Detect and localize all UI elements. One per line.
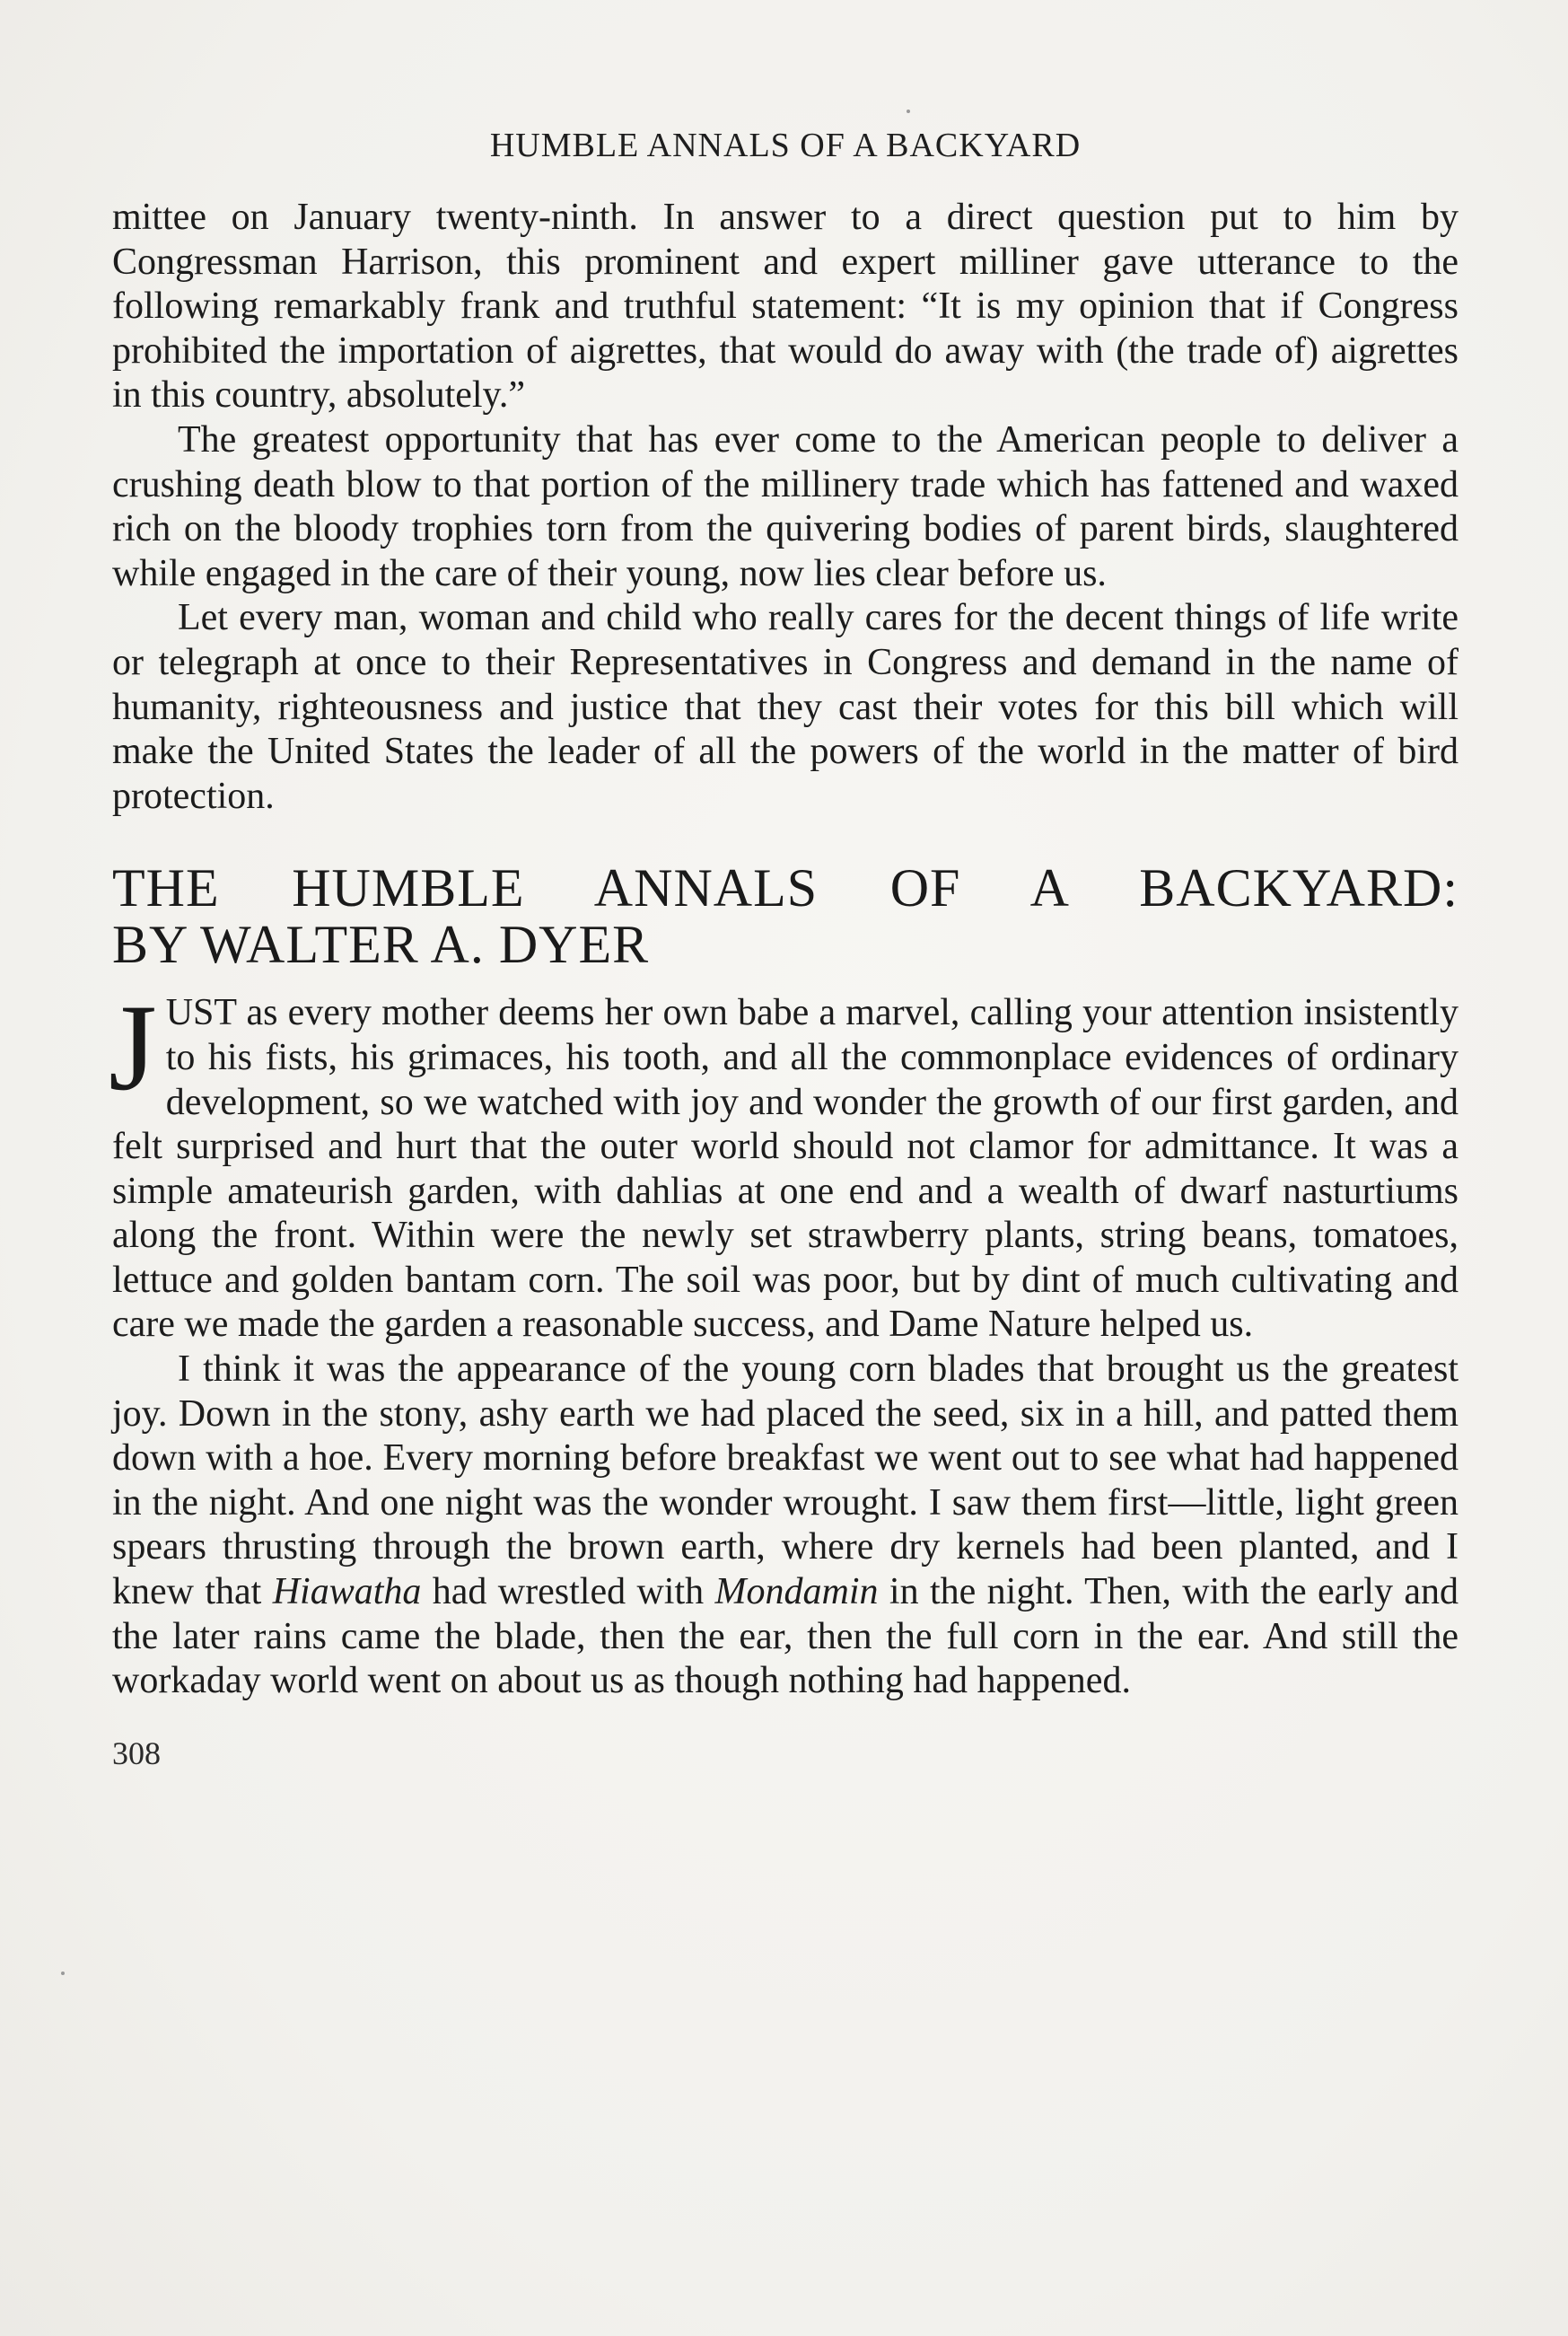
- paragraph-opportunity: The greatest opportunity that has ever come to the American people to deliver a crushing death blow to that portion of the millinery trade which has fattened and waxed rich on the bloody trophies torn from the quivering bodies of parent birds, slaughtered while engaged in the care of their young, now lies clear before us.: [112, 418, 1459, 594]
- second-paragraph-text: in the night. Then, with the early and the later rains came the blade, then the ear, then the full corn in the ear. And still the workaday world went on about us as though nothing had happened.: [112, 1571, 1459, 1702]
- page-number: 308: [112, 1734, 161, 1771]
- article-second-paragraph: [112, 1348, 1459, 1704]
- paper-speck: [61, 1972, 65, 1975]
- opening-caps: UST: [165, 992, 237, 1034]
- italic-mondamin: Mondamin: [714, 1571, 879, 1613]
- italic-hiawatha: Hiawatha: [272, 1571, 422, 1613]
- paper-speck: [907, 110, 910, 113]
- running-head: HUMBLE ANNALS OF A BACKYARD: [489, 127, 1082, 164]
- article-byline: BY WALTER A. DYER: [112, 915, 650, 975]
- article-title: [112, 860, 1459, 973]
- second-paragraph-text: had wrestled with: [421, 1571, 715, 1613]
- text-column: [109, 126, 1459, 1772]
- drop-cap: J: [109, 979, 157, 1117]
- paragraph-continued: mittee on January twenty-ninth. In answer to a direct question put to him by Congressman Harrison, this prominent and expert milliner gave utterance to the following remarkably frank and truthful statement: “It is my opinion that if Congress prohibited the importation of aigrettes, that would do away with (the trade of) aigrettes in this country, absolutely.”: [112, 197, 1459, 417]
- second-paragraph-text: I think it was the appearance of the young corn blades that brought us the greatest joy. Down in the stony, ashy earth we had placed the seed, six in a hill, and patted them down with a hoe. Every morning before breakfast we went out to see what had happened in the night. And one night was the wonder wrought. I saw them first—little, light green spears thrusting through the brown earth, where dry kernels had been planted, and I knew that: [112, 1348, 1459, 1613]
- first-paragraph-text: as every mother deems her own babe a marvel, calling your attention insistently to his fists, his grimaces, his tooth, and all the commonplace evidences of ordinary development, so we watched with joy and wonder the growth of our first garden, and felt surprised and hurt that the outer world should not clamor for admittance. It was a simple amateurish garden, with dahlias at one end and a wealth of dwarf nasturtiums along the front. Within were the newly set strawberry plants, string beans, tomatoes, lettuce and golden bantam corn. The soil was poor, but by dint of much cultivating and care we made the garden a reasonable success, and Dame Nature helped us.: [112, 992, 1459, 1346]
- article-first-paragraph: [109, 979, 1459, 1348]
- paragraph-call-to-action: Let every man, woman and child who really cares for the decent things of life write or telegraph at once to their Representatives in Congress and demand in the name of humanity, righteousness and justice that they cast their votes for this bill which will make the United States the leader of all the powers of the world in the matter of bird protection.: [112, 597, 1459, 817]
- article-title-line: THE HUMBLE ANNALS OF A BACKYARD:: [112, 858, 1459, 918]
